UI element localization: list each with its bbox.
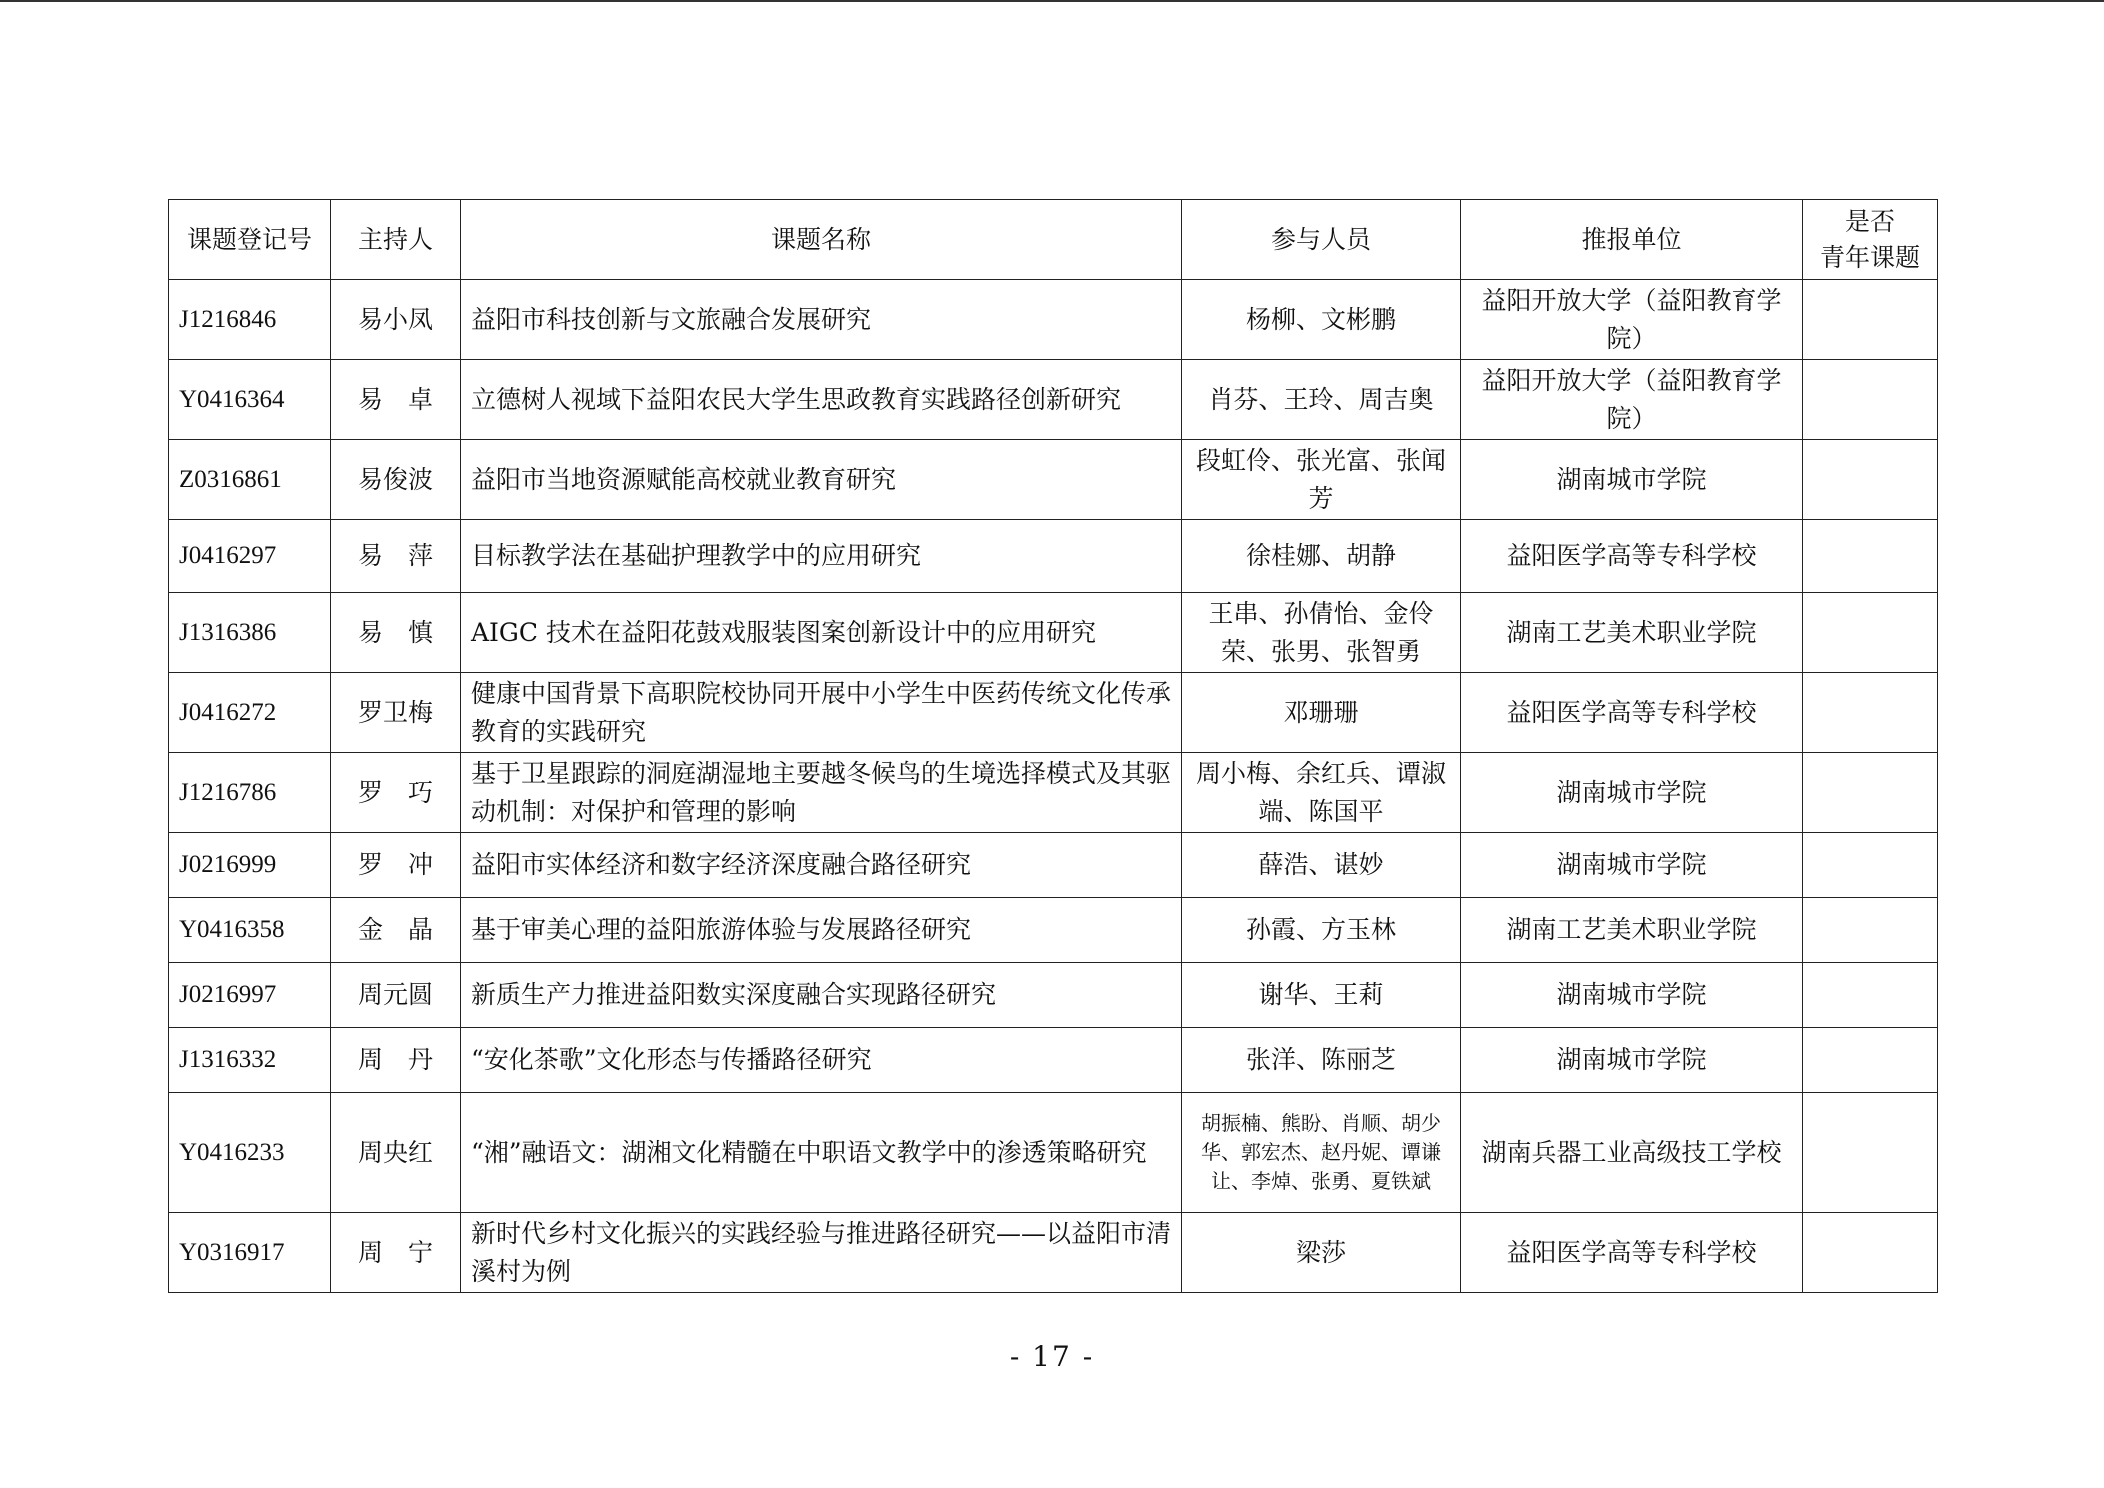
recommending-unit-cell: 湖南城市学院 [1461,753,1803,833]
host-cell: 周央红 [331,1093,461,1213]
page-top-border [0,0,2104,2]
registration-id-cell: Y0416358 [169,898,331,963]
members-cell: 周小梅、余红兵、谭淑端、陈国平 [1182,753,1461,833]
members-cell: 张洋、陈丽芝 [1182,1028,1461,1093]
youth-project-cell [1803,753,1938,833]
youth-project-cell [1803,833,1938,898]
members-cell: 梁莎 [1182,1213,1461,1293]
project-title-cell: “湘”融语文：湖湘文化精髓在中职语文教学中的渗透策略研究 [461,1093,1182,1213]
youth-project-cell [1803,280,1938,360]
table-row [169,673,1938,753]
youth-project-cell [1803,898,1938,963]
members-cell: 邓珊珊 [1182,673,1461,753]
host-cell: 易 萍 [331,520,461,593]
table-row [169,833,1938,898]
youth-project-cell [1803,1028,1938,1093]
members-cell: 胡振楠、熊盼、肖顺、胡少华、郭宏杰、赵丹妮、谭谦让、李焯、张勇、夏铁斌 [1182,1093,1461,1213]
registration-id-cell: Y0416364 [169,360,331,440]
registration-id-cell: J1216786 [169,753,331,833]
registration-id-cell: Y0316917 [169,1213,331,1293]
table-row [169,1213,1938,1293]
project-title-cell: 新时代乡村文化振兴的实践经验与推进路径研究——以益阳市清溪村为例 [461,1213,1182,1293]
host-cell: 易 卓 [331,360,461,440]
members-cell: 王串、孙倩怡、金伶荣、张男、张智勇 [1182,593,1461,673]
recommending-unit-cell: 益阳开放大学（益阳教育学院） [1461,360,1803,440]
recommending-unit-cell: 湖南兵器工业高级技工学校 [1461,1093,1803,1213]
youth-project-cell [1803,360,1938,440]
host-cell: 金 晶 [331,898,461,963]
table-row [169,963,1938,1028]
recommending-unit-cell: 湖南城市学院 [1461,833,1803,898]
registration-id-cell: J0416297 [169,520,331,593]
recommending-unit-cell: 湖南城市学院 [1461,963,1803,1028]
table-row [169,1093,1938,1213]
header-host: 主持人 [331,200,461,280]
recommending-unit-cell: 湖南城市学院 [1461,440,1803,520]
recommending-unit-cell: 湖南工艺美术职业学院 [1461,593,1803,673]
project-title-cell: “安化茶歌”文化形态与传播路径研究 [461,1028,1182,1093]
table-row [169,593,1938,673]
recommending-unit-cell: 益阳医学高等专科学校 [1461,520,1803,593]
members-cell: 孙霞、方玉林 [1182,898,1461,963]
project-title-cell: AIGC 技术在益阳花鼓戏服装图案创新设计中的应用研究 [461,593,1182,673]
members-cell: 薛浩、谌妙 [1182,833,1461,898]
members-cell: 谢华、王莉 [1182,963,1461,1028]
header-youth-project: 是否 青年课题 [1803,200,1938,280]
recommending-unit-cell: 益阳开放大学（益阳教育学院） [1461,280,1803,360]
registration-id-cell: J1316386 [169,593,331,673]
registration-id-cell: Y0416233 [169,1093,331,1213]
project-registration-table [168,199,1938,1293]
project-title-cell: 目标教学法在基础护理教学中的应用研究 [461,520,1182,593]
project-title-cell: 健康中国背景下高职院校协同开展中小学生中医药传统文化传承教育的实践研究 [461,673,1182,753]
youth-project-cell [1803,673,1938,753]
host-cell: 周 宁 [331,1213,461,1293]
members-cell: 徐桂娜、胡静 [1182,520,1461,593]
host-cell: 罗 巧 [331,753,461,833]
members-cell: 肖芬、王玲、周吉奥 [1182,360,1461,440]
members-cell: 杨柳、文彬鹏 [1182,280,1461,360]
project-title-cell: 益阳市科技创新与文旅融合发展研究 [461,280,1182,360]
host-cell: 罗卫梅 [331,673,461,753]
youth-project-cell [1803,1093,1938,1213]
members-cell: 段虹伶、张光富、张闻芳 [1182,440,1461,520]
recommending-unit-cell: 益阳医学高等专科学校 [1461,1213,1803,1293]
project-title-cell: 基于审美心理的益阳旅游体验与发展路径研究 [461,898,1182,963]
page-number: - 17 - [1009,1340,1095,1373]
table-body [169,280,1938,1293]
youth-project-cell [1803,520,1938,593]
recommending-unit-cell: 湖南工艺美术职业学院 [1461,898,1803,963]
project-title-cell: 益阳市实体经济和数字经济深度融合路径研究 [461,833,1182,898]
recommending-unit-cell: 湖南城市学院 [1461,1028,1803,1093]
recommending-unit-cell: 益阳医学高等专科学校 [1461,673,1803,753]
registration-id-cell: J0416272 [169,673,331,753]
registration-id-cell: J0216997 [169,963,331,1028]
project-title-cell: 基于卫星跟踪的洞庭湖湿地主要越冬候鸟的生境选择模式及其驱动机制：对保护和管理的影响 [461,753,1182,833]
project-title-cell: 益阳市当地资源赋能高校就业教育研究 [461,440,1182,520]
header-recommending-unit: 推报单位 [1461,200,1803,280]
table-row [169,520,1938,593]
table-header-row [169,200,1938,280]
host-cell: 周 丹 [331,1028,461,1093]
header-members: 参与人员 [1182,200,1461,280]
table-row [169,898,1938,963]
header-project-title: 课题名称 [461,200,1182,280]
host-cell: 易 慎 [331,593,461,673]
table-row [169,1028,1938,1093]
youth-project-cell [1803,1213,1938,1293]
project-title-cell: 立德树人视域下益阳农民大学生思政教育实践路径创新研究 [461,360,1182,440]
registration-id-cell: J1216846 [169,280,331,360]
youth-project-cell [1803,963,1938,1028]
table-row [169,280,1938,360]
project-title-cell: 新质生产力推进益阳数实深度融合实现路径研究 [461,963,1182,1028]
youth-project-cell [1803,593,1938,673]
host-cell: 周元圆 [331,963,461,1028]
registration-id-cell: J0216999 [169,833,331,898]
registration-id-cell: Z0316861 [169,440,331,520]
table-row [169,753,1938,833]
header-registration-id: 课题登记号 [169,200,331,280]
host-cell: 易小凤 [331,280,461,360]
table-row [169,440,1938,520]
host-cell: 罗 冲 [331,833,461,898]
host-cell: 易俊波 [331,440,461,520]
table-row [169,360,1938,440]
youth-project-cell [1803,440,1938,520]
registration-id-cell: J1316332 [169,1028,331,1093]
